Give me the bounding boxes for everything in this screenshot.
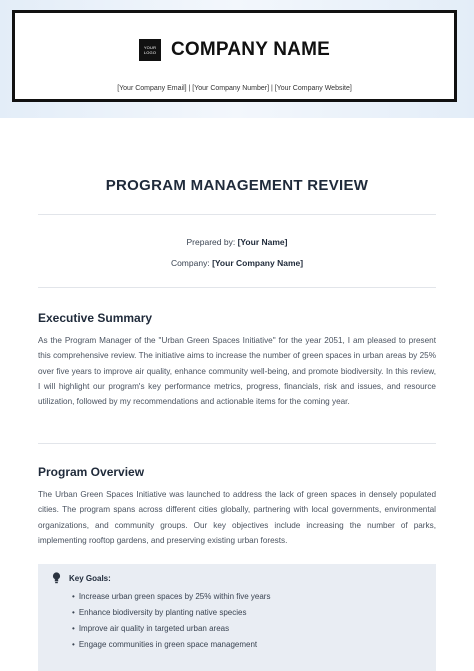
company-name: COMPANY NAME (171, 39, 330, 60)
prepared-by (0, 237, 474, 247)
list-item: • Increase urban green spaces by 25% within five years (72, 592, 270, 601)
lightbulb-icon (52, 572, 61, 584)
divider (38, 443, 436, 444)
list-item: • Improve air quality in targeted urban areas (72, 624, 229, 633)
prepared-by-label: Prepared by: (186, 237, 236, 247)
company-value: [Your Company Name] (212, 258, 304, 268)
logo-text-line1: YOUR (143, 45, 157, 50)
document-title: PROGRAM MANAGEMENT REVIEW (105, 177, 369, 194)
company-contact-line: [Your Company Email] | [Your Company Number] | [Your Company Website] (117, 85, 352, 92)
company-header (12, 10, 457, 102)
company-label: Company: (170, 258, 210, 268)
key-goals-header (52, 572, 111, 584)
logo-text-line2: LOGO (143, 50, 157, 55)
company-line (0, 258, 474, 268)
logo-row (15, 39, 454, 61)
key-goals-heading: Key Goals: (69, 573, 111, 583)
key-goals-box (38, 564, 436, 671)
divider (38, 214, 436, 215)
divider (38, 287, 436, 288)
prepared-by-value: [Your Name] (237, 237, 288, 247)
executive-summary-heading: Executive Summary (38, 311, 153, 325)
program-overview-text: The Urban Green Spaces Initiative was launched to address the lack of green spaces in densely populated cities. The program spans across different cities globally, partnering with local governments, environmental organizations, and community groups. Our key objectives include increasing the number of parks, implementing rooftop gardens, and preserving existing urban forests. (38, 490, 436, 545)
company-logo (139, 39, 161, 61)
executive-summary-text: As the Program Manager of the "Urban Green Spaces Initiative" for the year 2051, I am pleased to present this comprehensive review. The initiative aims to increase the number of green spaces in urban areas by 25% over five years to improve air quality, enhance community well-being, and promote biodiversity. In this review, I will highlight our program's key performance metrics, progress, financials, risk and issues, and resource utilization, followed by my recommendations and actionable items for the coming year. (38, 336, 436, 407)
list-item: • Engage communities in green space management (72, 640, 257, 649)
program-overview-heading: Program Overview (38, 465, 145, 479)
list-item: • Enhance biodiversity by planting native species (72, 608, 246, 617)
